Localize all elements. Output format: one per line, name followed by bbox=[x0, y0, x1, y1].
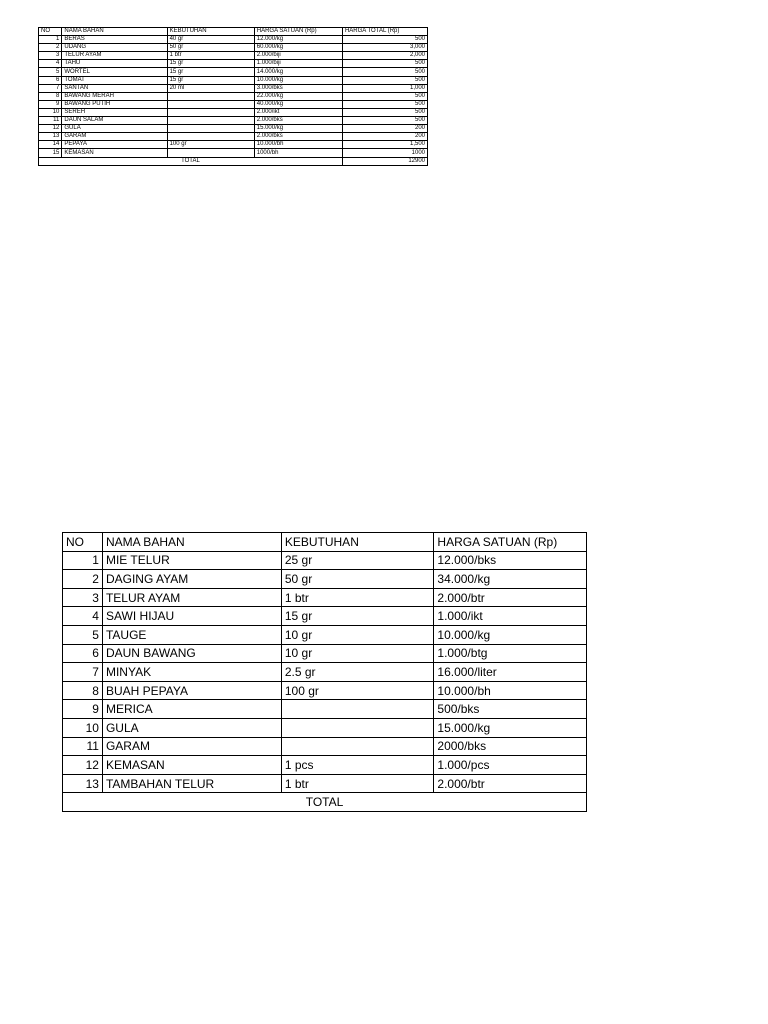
table-row bbox=[63, 700, 587, 719]
table-cell: BAWANG PUTIH bbox=[62, 100, 167, 108]
table-cell bbox=[281, 737, 434, 756]
table-cell: 8 bbox=[63, 681, 103, 700]
header-harga-satuan: HARGA SATUAN (Rp) bbox=[254, 28, 342, 36]
table-cell: 8 bbox=[39, 92, 62, 100]
table-cell: 1.000/pcs bbox=[434, 756, 587, 775]
table-cell: 40 gr bbox=[167, 36, 254, 44]
table-row bbox=[39, 133, 428, 141]
table-cell: SEREH bbox=[62, 108, 167, 116]
table-cell bbox=[281, 718, 434, 737]
table-cell: 6 bbox=[63, 644, 103, 663]
table-row bbox=[63, 663, 587, 682]
table-cell: 2,000 bbox=[342, 52, 427, 60]
table-cell: GARAM bbox=[62, 133, 167, 141]
table-cell: 1 btr bbox=[167, 52, 254, 60]
table-cell: TOMAT bbox=[62, 76, 167, 84]
table-cell: 10 gr bbox=[281, 644, 434, 663]
table-cell: 15 gr bbox=[281, 607, 434, 626]
total-label: TOTAL bbox=[63, 793, 587, 812]
table-cell: 60.000/kg bbox=[254, 44, 342, 52]
table-cell: DAUN SALAM bbox=[62, 117, 167, 125]
table-cell: 15 gr bbox=[167, 76, 254, 84]
table-cell: BUAH PEPAYA bbox=[102, 681, 281, 700]
ingredients-table-small bbox=[38, 27, 428, 166]
header-harga-total: HARGA TOTAL (Rp) bbox=[342, 28, 427, 36]
table-cell: 5 bbox=[39, 68, 62, 76]
table-cell: TELUR AYAM bbox=[62, 52, 167, 60]
table-cell: 2.000/btr bbox=[434, 588, 587, 607]
table-cell: 1.000/ikt bbox=[434, 607, 587, 626]
table-cell: 200 bbox=[342, 125, 427, 133]
table-cell: TELUR AYAM bbox=[102, 588, 281, 607]
table-cell: 10.000/kg bbox=[434, 625, 587, 644]
table-cell: KEMASAN bbox=[62, 149, 167, 157]
table-cell: 2.5 gr bbox=[281, 663, 434, 682]
table-row bbox=[63, 737, 587, 756]
table-cell: 500/bks bbox=[434, 700, 587, 719]
table-cell: 2.000/biji bbox=[254, 52, 342, 60]
table-cell bbox=[167, 100, 254, 108]
header-no: NO bbox=[39, 28, 62, 36]
table-header-row bbox=[63, 533, 587, 552]
table-cell: BERAS bbox=[62, 36, 167, 44]
table-cell: 2000/bks bbox=[434, 737, 587, 756]
table-cell: SANTAN bbox=[62, 84, 167, 92]
table-cell: 500 bbox=[342, 60, 427, 68]
table-cell: 10.000/bh bbox=[434, 681, 587, 700]
table-cell: 500 bbox=[342, 92, 427, 100]
table-cell bbox=[167, 133, 254, 141]
table-cell: 2.000/bks bbox=[254, 117, 342, 125]
table-row bbox=[63, 570, 587, 589]
table-cell: DAUN BAWANG bbox=[102, 644, 281, 663]
table-cell: 2.000/bks bbox=[254, 133, 342, 141]
table-cell: 500 bbox=[342, 68, 427, 76]
table-row bbox=[63, 588, 587, 607]
table-cell: 1000/bh bbox=[254, 149, 342, 157]
table-cell: 1 btr bbox=[281, 774, 434, 793]
table-cell: MINYAK bbox=[102, 663, 281, 682]
table-cell: 16.000/liter bbox=[434, 663, 587, 682]
table-cell: 3 bbox=[39, 52, 62, 60]
table-cell: 1 pcs bbox=[281, 756, 434, 775]
table-cell: 15 bbox=[39, 149, 62, 157]
table-cell: 500 bbox=[342, 108, 427, 116]
table-cell: 20 ml bbox=[167, 84, 254, 92]
table-cell: 4 bbox=[39, 60, 62, 68]
table-cell: 100 gr bbox=[281, 681, 434, 700]
table-cell: 500 bbox=[342, 117, 427, 125]
table-cell: 40.000/kg bbox=[254, 100, 342, 108]
table-cell: DAGING AYAM bbox=[102, 570, 281, 589]
table-cell: 200 bbox=[342, 133, 427, 141]
table-cell: 50 gr bbox=[167, 44, 254, 52]
table-cell: 12 bbox=[39, 125, 62, 133]
table-cell: 500 bbox=[342, 36, 427, 44]
table-row bbox=[39, 76, 428, 84]
table-cell: 34.000/kg bbox=[434, 570, 587, 589]
table-row bbox=[39, 36, 428, 44]
table-cell: WORTEL bbox=[62, 68, 167, 76]
table-cell bbox=[167, 125, 254, 133]
table-cell: 10.000/kg bbox=[254, 76, 342, 84]
table-cell: TAUGE bbox=[102, 625, 281, 644]
table-cell: 500 bbox=[342, 76, 427, 84]
table-cell: 10 bbox=[63, 718, 103, 737]
table-body bbox=[63, 533, 587, 812]
table-cell: 14 bbox=[39, 141, 62, 149]
table-row bbox=[63, 607, 587, 626]
table-cell: UDANG bbox=[62, 44, 167, 52]
table-cell: 7 bbox=[39, 84, 62, 92]
table-cell: KEMASAN bbox=[102, 756, 281, 775]
table-cell: 13 bbox=[63, 774, 103, 793]
table-cell: 25 gr bbox=[281, 551, 434, 570]
table-cell: 1 bbox=[39, 36, 62, 44]
table-cell: 10 gr bbox=[281, 625, 434, 644]
table-cell: SAWI HIJAU bbox=[102, 607, 281, 626]
table-cell: 3.000/bks bbox=[254, 84, 342, 92]
table-cell: 1.000/biji bbox=[254, 60, 342, 68]
table-cell: MERICA bbox=[102, 700, 281, 719]
table-cell: 100 gr bbox=[167, 141, 254, 149]
table-cell: 1 btr bbox=[281, 588, 434, 607]
table-row bbox=[39, 141, 428, 149]
table-row bbox=[63, 551, 587, 570]
table-cell: 5 bbox=[63, 625, 103, 644]
table-cell: 15 gr bbox=[167, 68, 254, 76]
table-cell: 1000 bbox=[342, 149, 427, 157]
table-row bbox=[63, 718, 587, 737]
table-row bbox=[39, 117, 428, 125]
table-row bbox=[63, 756, 587, 775]
table-cell: 1 bbox=[63, 551, 103, 570]
table-cell: 1,500 bbox=[342, 141, 427, 149]
table-cell: 15 gr bbox=[167, 60, 254, 68]
header-harga-satuan: HARGA SATUAN (Rp) bbox=[434, 533, 587, 552]
table-header-row bbox=[39, 28, 428, 36]
table-cell: 12 bbox=[63, 756, 103, 775]
table-cell: 10 bbox=[39, 108, 62, 116]
table-row bbox=[39, 149, 428, 157]
table-row bbox=[39, 68, 428, 76]
table-cell: 9 bbox=[39, 100, 62, 108]
header-no: NO bbox=[63, 533, 103, 552]
table-cell: 500 bbox=[342, 100, 427, 108]
table-cell bbox=[167, 117, 254, 125]
table-cell: 1,000 bbox=[342, 84, 427, 92]
table-row bbox=[63, 644, 587, 663]
table-cell bbox=[167, 149, 254, 157]
header-nama-bahan: NAMA BAHAN bbox=[102, 533, 281, 552]
table-row bbox=[39, 108, 428, 116]
table-cell: 9 bbox=[63, 700, 103, 719]
table-cell: 14.000/kg bbox=[254, 68, 342, 76]
table-cell: TAMBAHAN TELUR bbox=[102, 774, 281, 793]
table-cell: 3 bbox=[63, 588, 103, 607]
ingredients-table-large bbox=[62, 532, 587, 812]
table-cell: 2 bbox=[39, 44, 62, 52]
table-cell: 12.000/bks bbox=[434, 551, 587, 570]
header-kebutuhan: KEBUTUHAN bbox=[281, 533, 434, 552]
table-row bbox=[63, 774, 587, 793]
table-cell: GULA bbox=[102, 718, 281, 737]
table-cell: 11 bbox=[39, 117, 62, 125]
table-cell: 22.000/kg bbox=[254, 92, 342, 100]
table-cell bbox=[167, 108, 254, 116]
table-body bbox=[39, 28, 428, 166]
table-cell: 13 bbox=[39, 133, 62, 141]
table-row bbox=[39, 92, 428, 100]
table-cell: 12.000/kg bbox=[254, 36, 342, 44]
header-kebutuhan: KEBUTUHAN bbox=[167, 28, 254, 36]
table-row bbox=[39, 52, 428, 60]
total-label: TOTAL bbox=[39, 157, 343, 165]
table-row bbox=[39, 125, 428, 133]
table-cell: PEPAYA bbox=[62, 141, 167, 149]
table-row bbox=[39, 100, 428, 108]
total-row bbox=[63, 793, 587, 812]
table-cell: 10.000/bh bbox=[254, 141, 342, 149]
table-cell bbox=[167, 92, 254, 100]
table-cell: GARAM bbox=[102, 737, 281, 756]
table-cell: BAWANG MERAH bbox=[62, 92, 167, 100]
table-row bbox=[63, 681, 587, 700]
table-row bbox=[39, 84, 428, 92]
table-row bbox=[39, 60, 428, 68]
table-cell: 7 bbox=[63, 663, 103, 682]
table-cell: 15.000/kg bbox=[254, 125, 342, 133]
table-row bbox=[63, 625, 587, 644]
table-cell: GULA bbox=[62, 125, 167, 133]
total-value: 12900 bbox=[342, 157, 427, 165]
table-cell: 2 bbox=[63, 570, 103, 589]
table-cell: 2.000/ikt bbox=[254, 108, 342, 116]
header-nama-bahan: NAMA BAHAN bbox=[62, 28, 167, 36]
table-cell: 1.000/btg bbox=[434, 644, 587, 663]
table-cell: MIE TELUR bbox=[102, 551, 281, 570]
table-cell: 2.000/btr bbox=[434, 774, 587, 793]
table-cell: 11 bbox=[63, 737, 103, 756]
table-cell: 50 gr bbox=[281, 570, 434, 589]
total-row bbox=[39, 157, 428, 165]
table-row bbox=[39, 44, 428, 52]
table-cell: 6 bbox=[39, 76, 62, 84]
table-cell bbox=[281, 700, 434, 719]
table-cell: TAHU bbox=[62, 60, 167, 68]
table-cell: 4 bbox=[63, 607, 103, 626]
table-cell: 3,000 bbox=[342, 44, 427, 52]
table-cell: 15.000/kg bbox=[434, 718, 587, 737]
